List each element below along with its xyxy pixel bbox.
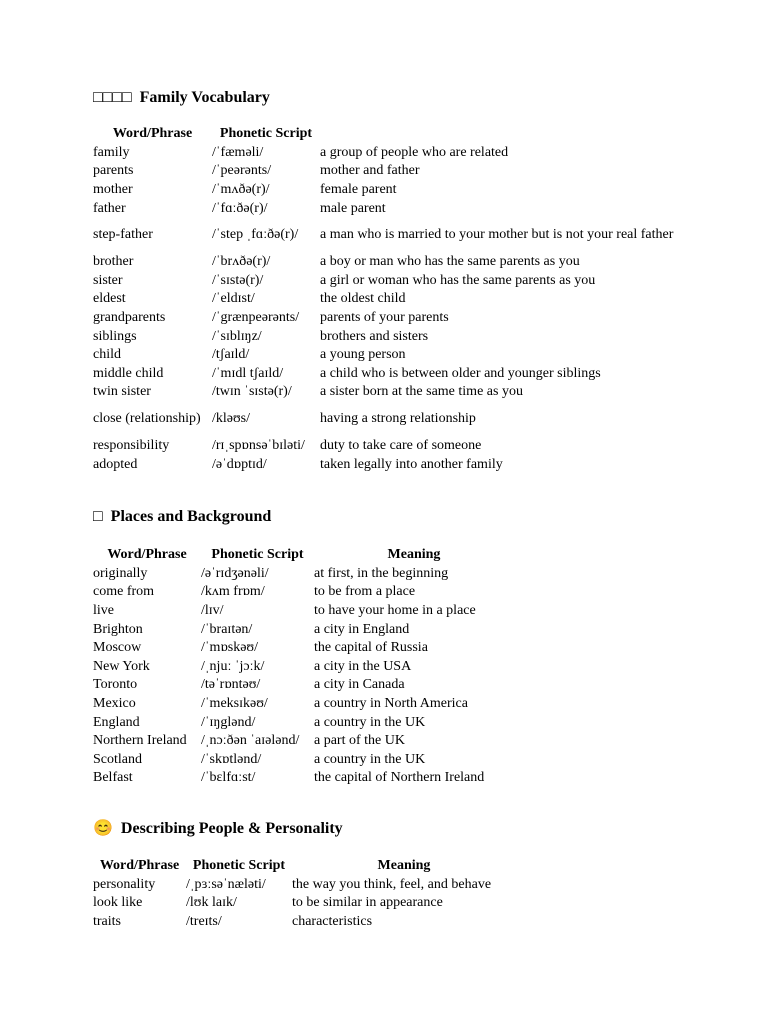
word-cell: grandparents xyxy=(93,309,166,325)
meaning-cell: brothers and sisters xyxy=(320,328,429,344)
word-cell: mother xyxy=(93,181,133,197)
column-header-word: Word/Phrase xyxy=(107,546,187,562)
meaning-cell: a city in England xyxy=(314,621,410,637)
vocabulary-table xyxy=(93,123,675,473)
word-cell: traits xyxy=(93,913,121,929)
meaning-cell: to be from a place xyxy=(314,584,416,600)
table-row xyxy=(93,143,675,162)
meaning-cell: a man who is married to your mother but is not your real father xyxy=(320,227,674,243)
section-title: Places and Background xyxy=(110,508,272,525)
phonetic-cell: /treɪts/ xyxy=(186,913,222,929)
meaning-cell: the way you think, feel, and behave xyxy=(292,876,492,892)
table-row xyxy=(93,620,514,639)
phonetic-cell: /ˈstep ˌfɑːðə(r)/ xyxy=(212,227,299,243)
section-title: Describing People & Personality xyxy=(120,820,343,837)
meaning-cell: a city in the USA xyxy=(314,658,412,674)
meaning-cell: to be similar in appearance xyxy=(292,895,443,911)
word-cell: siblings xyxy=(93,328,137,344)
column-header-meaning: Meaning xyxy=(377,857,431,873)
meaning-cell: the oldest child xyxy=(320,291,406,307)
meaning-cell: a young person xyxy=(320,347,406,363)
word-cell: close (relationship) xyxy=(93,411,201,427)
smiling-face-icon: 😊 xyxy=(93,820,113,837)
column-header-meaning: Meaning xyxy=(387,546,441,562)
word-cell: family xyxy=(93,144,130,160)
table-row xyxy=(93,271,675,290)
phonetic-cell: /ˈmʌðə(r)/ xyxy=(212,181,270,197)
word-cell: originally xyxy=(93,565,148,581)
word-cell: Mexico xyxy=(93,695,136,711)
meaning-cell: having a strong relationship xyxy=(320,411,476,427)
meaning-cell: at first, in the beginning xyxy=(314,565,449,581)
phonetic-cell: /əˈdɒptɪd/ xyxy=(212,456,267,472)
word-cell: Brighton xyxy=(93,621,143,637)
table-header-row xyxy=(93,544,514,564)
word-cell: New York xyxy=(93,658,150,674)
phonetic-cell: /ˈbraɪtən/ xyxy=(201,621,253,637)
table-row xyxy=(93,383,675,402)
word-cell: Toronto xyxy=(93,677,138,693)
phonetic-cell: /əˈrɪdʒənəli/ xyxy=(201,565,269,581)
word-cell: parents xyxy=(93,163,134,179)
phonetic-cell: /ˈmɒskəʊ/ xyxy=(201,640,258,656)
table-row xyxy=(93,252,675,271)
word-cell: responsibility xyxy=(93,437,170,453)
table-row xyxy=(93,638,514,657)
meaning-cell: characteristics xyxy=(292,913,373,929)
table-row xyxy=(93,327,675,346)
section-heading xyxy=(93,819,516,839)
phonetic-cell: /kʌm frɒm/ xyxy=(201,584,265,600)
table-row xyxy=(93,308,675,327)
meaning-cell: the capital of Northern Ireland xyxy=(314,770,485,786)
word-cell: Northern Ireland xyxy=(93,733,187,749)
phonetic-cell: /twɪn ˈsɪstə(r)/ xyxy=(212,384,292,400)
phonetic-cell: /ˈmɪdl tʃaɪld/ xyxy=(212,365,284,381)
table-row xyxy=(93,601,514,620)
phonetic-cell: /lʊk laɪk/ xyxy=(186,895,237,911)
word-cell: middle child xyxy=(93,365,164,381)
phonetic-cell: /ˈskɒtlənd/ xyxy=(201,751,262,767)
column-header-word: Word/Phrase xyxy=(112,125,193,141)
meaning-cell: a country in the UK xyxy=(314,751,426,767)
table-row xyxy=(93,364,675,383)
meaning-cell: a country in the UK xyxy=(314,714,426,730)
column-header-meaning xyxy=(320,123,675,143)
word-cell: step-father xyxy=(93,227,153,243)
phonetic-cell: /ˌnɔːðən ˈaɪələnd/ xyxy=(201,733,300,749)
table-row xyxy=(93,455,675,474)
table-row xyxy=(93,199,675,218)
phonetic-cell: /ˈfɑːðə(r)/ xyxy=(212,200,268,216)
table-row xyxy=(93,564,514,583)
table-row xyxy=(93,769,514,788)
meaning-cell: a group of people who are related xyxy=(320,144,509,160)
phonetic-cell: /təˈrɒntəʊ/ xyxy=(201,677,261,693)
word-cell: live xyxy=(93,602,114,618)
table-row xyxy=(93,894,516,913)
phonetic-cell: /lɪv/ xyxy=(201,602,224,618)
column-header-phonetic: Phonetic Script xyxy=(192,857,286,873)
phonetic-cell: /ˈfæməli/ xyxy=(212,144,264,160)
meaning-cell: a girl or woman who has the same parents as you xyxy=(320,272,596,288)
table-row xyxy=(93,217,675,252)
word-cell: personality xyxy=(93,876,156,892)
meaning-cell: male parent xyxy=(320,200,386,216)
word-cell: Moscow xyxy=(93,640,142,656)
phonetic-cell: /ˈɪŋglənd/ xyxy=(201,714,256,730)
meaning-cell: female parent xyxy=(320,181,397,197)
word-cell: come from xyxy=(93,584,155,600)
section-family-vocabulary xyxy=(93,88,675,473)
word-cell: twin sister xyxy=(93,384,151,400)
phonetic-cell: /ˈeldɪst/ xyxy=(212,291,255,307)
table-row xyxy=(93,180,675,199)
globe-emoji-icon: □ xyxy=(93,508,103,525)
meaning-cell: a part of the UK xyxy=(314,733,405,749)
word-cell: England xyxy=(93,714,140,730)
phonetic-cell: /ˈpeərənts/ xyxy=(212,163,272,179)
word-cell: brother xyxy=(93,254,134,270)
phonetic-cell: /tʃaɪld/ xyxy=(212,347,250,363)
word-cell: adopted xyxy=(93,456,138,472)
table-row xyxy=(93,750,514,769)
phonetic-cell: /ˌnjuː ˈjɔːk/ xyxy=(201,658,265,674)
meaning-cell: a boy or man who has the same parents as you xyxy=(320,254,580,270)
table-header-row xyxy=(93,123,675,143)
phonetic-cell: /ˌpɜːsəˈnæləti/ xyxy=(186,876,266,892)
table-row xyxy=(93,345,675,364)
meaning-cell: the capital of Russia xyxy=(314,640,428,656)
table-row xyxy=(93,731,514,750)
table-row xyxy=(93,713,514,732)
table-row xyxy=(93,583,514,602)
table-row xyxy=(93,657,514,676)
phonetic-cell: /rɪˌspɒnsəˈbɪləti/ xyxy=(212,437,305,453)
meaning-cell: a city in Canada xyxy=(314,677,405,693)
meaning-cell: a country in North America xyxy=(314,695,468,711)
vocabulary-table xyxy=(93,544,514,787)
section-heading xyxy=(93,507,514,527)
table-row xyxy=(93,436,675,455)
table-row xyxy=(93,676,514,695)
phonetic-cell: /ˈsɪblɪŋz/ xyxy=(212,328,262,344)
meaning-cell: to have your home in a place xyxy=(314,602,476,618)
word-cell: eldest xyxy=(93,291,126,307)
table-row xyxy=(93,162,675,181)
vocabulary-table xyxy=(93,855,516,931)
word-cell: Belfast xyxy=(93,770,133,786)
section-describing-people xyxy=(93,819,516,931)
phonetic-cell: /ˈsɪstə(r)/ xyxy=(212,272,264,288)
table-row xyxy=(93,290,675,309)
phonetic-cell: /ˈgrænpeərənts/ xyxy=(212,309,300,325)
word-cell: father xyxy=(93,200,126,216)
meaning-cell: taken legally into another family xyxy=(320,456,503,472)
word-cell: sister xyxy=(93,272,123,288)
section-title: Family Vocabulary xyxy=(139,89,270,106)
column-header-phonetic: Phonetic Script xyxy=(219,125,313,141)
phonetic-cell: /ˈmeksɪkəʊ/ xyxy=(201,695,268,711)
family-emoji-icon: □□□□ xyxy=(93,89,132,106)
meaning-cell: duty to take care of someone xyxy=(320,437,482,453)
table-header-row xyxy=(93,855,516,875)
phonetic-cell: /kləʊs/ xyxy=(212,411,251,427)
section-heading xyxy=(93,88,675,108)
section-places-background xyxy=(93,507,514,787)
word-cell: look like xyxy=(93,895,143,911)
table-row xyxy=(93,912,516,931)
meaning-cell: mother and father xyxy=(320,163,420,179)
phonetic-cell: /ˈbrʌðə(r)/ xyxy=(212,254,271,270)
table-row xyxy=(93,694,514,713)
word-cell: Scotland xyxy=(93,751,142,767)
column-header-phonetic: Phonetic Script xyxy=(211,546,304,562)
phonetic-cell: /ˈbɛlfɑːst/ xyxy=(201,770,256,786)
meaning-cell: parents of your parents xyxy=(320,309,449,325)
meaning-cell: a sister born at the same time as you xyxy=(320,384,523,400)
meaning-cell: a child who is between older and younger siblings xyxy=(320,365,601,381)
table-row xyxy=(93,401,675,436)
word-cell: child xyxy=(93,347,121,363)
column-header-word: Word/Phrase xyxy=(99,857,180,873)
table-row xyxy=(93,875,516,894)
